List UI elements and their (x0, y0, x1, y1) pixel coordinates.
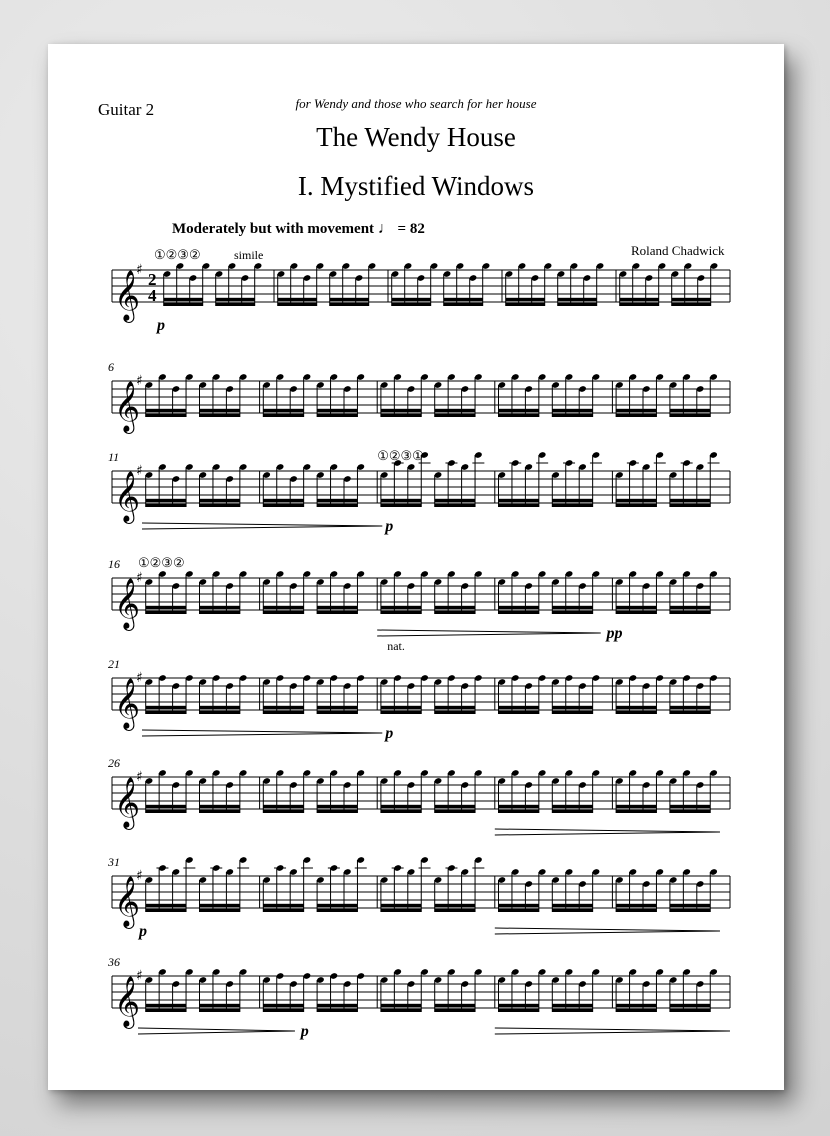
string-indications: ①②③② (154, 247, 201, 262)
diminuendo-line (142, 523, 382, 526)
beam (330, 298, 369, 301)
treble-clef-icon: 𝄞 (114, 578, 141, 629)
beam (317, 805, 357, 808)
beam (444, 298, 483, 301)
diminuendo-line (495, 829, 720, 832)
beam (381, 606, 421, 609)
beam (200, 499, 240, 502)
tempo-text: Moderately but with movement (172, 221, 375, 237)
beam (381, 611, 421, 614)
beam (670, 1009, 710, 1012)
score-page (48, 44, 784, 1090)
beam (499, 414, 539, 417)
measure-number: 16 (108, 557, 120, 571)
beam (146, 499, 186, 502)
dynamic-marking: pp (606, 625, 623, 642)
measure-number: 31 (108, 855, 120, 869)
beam (200, 606, 240, 609)
beam (200, 711, 240, 714)
beam (200, 414, 240, 417)
beam (263, 1004, 303, 1007)
beam (670, 414, 710, 417)
beam (499, 909, 539, 912)
beam (146, 414, 186, 417)
beam (381, 805, 421, 808)
beam (616, 499, 656, 502)
beam (499, 805, 539, 808)
beam (435, 706, 475, 709)
beam (616, 805, 656, 808)
beam (616, 409, 656, 412)
diminuendo-line (138, 1028, 295, 1031)
beam (499, 499, 539, 502)
beam (499, 409, 539, 412)
beam (381, 904, 421, 907)
beam (317, 1004, 357, 1007)
sharp-icon: ♯ (136, 670, 143, 686)
tempo-value: = 82 (397, 221, 425, 237)
beam (392, 303, 431, 306)
beam (317, 606, 357, 609)
treble-clef-icon: 𝄞 (114, 876, 141, 927)
beam (317, 409, 357, 412)
beam (146, 805, 186, 808)
beam (317, 909, 357, 912)
beam (317, 611, 357, 614)
beam (499, 611, 539, 614)
measure-number: 26 (108, 756, 120, 770)
beam (499, 1004, 539, 1007)
time-signature-bottom: 4 (148, 286, 157, 305)
beam (435, 904, 475, 907)
beam (670, 409, 710, 412)
beam (200, 409, 240, 412)
diminuendo-line (495, 1031, 730, 1034)
sharp-icon: ♯ (136, 968, 143, 984)
beam (552, 810, 592, 813)
beam (499, 810, 539, 813)
beam (616, 414, 656, 417)
diminuendo-line (142, 733, 382, 736)
measure-number: 21 (108, 657, 120, 671)
dynamic-marking: p (139, 923, 147, 940)
beam (263, 810, 303, 813)
beam (435, 504, 475, 507)
beam (435, 409, 475, 412)
beam (263, 606, 303, 609)
beam (263, 611, 303, 614)
beam (317, 499, 357, 502)
beam (317, 810, 357, 813)
beam (435, 606, 475, 609)
beam (670, 904, 710, 907)
beam (620, 303, 659, 306)
composer-name: Roland Chadwick (631, 243, 725, 258)
beam (616, 810, 656, 813)
beam (435, 611, 475, 614)
beam (381, 414, 421, 417)
beam (552, 1004, 592, 1007)
beam (317, 414, 357, 417)
sharp-icon: ♯ (136, 463, 143, 479)
beam (620, 298, 659, 301)
beam (499, 711, 539, 714)
beam (200, 909, 240, 912)
beam (499, 706, 539, 709)
beam (263, 504, 303, 507)
sharp-icon: ♯ (136, 262, 143, 278)
beam (146, 1009, 186, 1012)
piece-title: The Wendy House (316, 122, 516, 152)
beam (381, 409, 421, 412)
dynamic-marking: p (385, 518, 394, 535)
beam (435, 499, 475, 502)
beam (381, 1004, 421, 1007)
treble-clef-icon: 𝄞 (114, 381, 141, 432)
expression-text: nat. (387, 639, 405, 653)
beam (381, 810, 421, 813)
beam (506, 298, 545, 301)
quarter-note-icon: ♩ (377, 220, 394, 237)
beam (558, 303, 597, 306)
beam (381, 711, 421, 714)
diminuendo-line (495, 928, 720, 931)
beam (164, 298, 203, 301)
beam (146, 706, 186, 709)
beam (616, 706, 656, 709)
beam (317, 504, 357, 507)
beam (381, 499, 421, 502)
beam (317, 711, 357, 714)
expression-text: simile (234, 248, 264, 262)
beam (444, 303, 483, 306)
beam (146, 504, 186, 507)
beam (670, 909, 710, 912)
beam (200, 1009, 240, 1012)
music-score (48, 44, 784, 1090)
measure-number: 6 (108, 360, 114, 374)
beam (263, 1009, 303, 1012)
beam (499, 1009, 539, 1012)
beam (263, 909, 303, 912)
sharp-icon: ♯ (136, 769, 143, 785)
beam (552, 414, 592, 417)
beam (146, 711, 186, 714)
beam (552, 606, 592, 609)
measure-number: 11 (108, 450, 120, 464)
sharp-icon: ♯ (136, 373, 143, 389)
beam (558, 298, 597, 301)
beam (552, 909, 592, 912)
beam (552, 805, 592, 808)
beam (330, 303, 369, 306)
beam (317, 1009, 357, 1012)
beam (146, 810, 186, 813)
dynamic-marking: p (385, 725, 394, 742)
diminuendo-line (142, 526, 382, 529)
beam (381, 909, 421, 912)
beam (552, 611, 592, 614)
beam (381, 1009, 421, 1012)
diminuendo-line (138, 1031, 295, 1034)
beam (552, 711, 592, 714)
beam (200, 504, 240, 507)
dynamic-marking: p (157, 317, 165, 334)
beam (317, 706, 357, 709)
beam (552, 499, 592, 502)
beam (263, 414, 303, 417)
dynamic-marking: p (300, 1023, 309, 1040)
diminuendo-line (495, 832, 720, 835)
measure-number: 36 (108, 955, 120, 969)
beam (263, 904, 303, 907)
time-signature-top: 2 (148, 270, 157, 289)
beam (670, 711, 710, 714)
beam (616, 1009, 656, 1012)
beam (435, 810, 475, 813)
treble-clef-icon: 𝄞 (114, 976, 141, 1027)
beam (670, 611, 710, 614)
beam (381, 504, 421, 507)
beam (670, 1004, 710, 1007)
beam (435, 805, 475, 808)
beam (670, 504, 710, 507)
beam (616, 504, 656, 507)
treble-clef-icon: 𝄞 (114, 678, 141, 729)
beam (146, 606, 186, 609)
beam (552, 1009, 592, 1012)
beam (278, 298, 317, 301)
beam (317, 904, 357, 907)
beam (263, 711, 303, 714)
beam (146, 1004, 186, 1007)
beam (381, 706, 421, 709)
beam (616, 909, 656, 912)
beam (552, 706, 592, 709)
beam (200, 904, 240, 907)
beam (164, 303, 203, 306)
treble-clef-icon: 𝄞 (114, 471, 141, 522)
beam (499, 904, 539, 907)
string-indications: ①②③① (377, 448, 424, 463)
movement-title: I. Mystified Windows (297, 171, 535, 201)
beam (435, 909, 475, 912)
treble-clef-icon: 𝄞 (114, 270, 141, 321)
beam (670, 810, 710, 813)
treble-clef-icon: 𝄞 (114, 777, 141, 828)
beam (146, 909, 186, 912)
beam (263, 805, 303, 808)
beam (200, 1004, 240, 1007)
diminuendo-line (142, 730, 382, 733)
beam (552, 504, 592, 507)
beam (670, 706, 710, 709)
diminuendo-line (377, 630, 600, 633)
beam (146, 611, 186, 614)
beam (146, 409, 186, 412)
sharp-icon: ♯ (136, 570, 143, 586)
beam (616, 611, 656, 614)
beam (200, 805, 240, 808)
beam (263, 409, 303, 412)
beam (506, 303, 545, 306)
beam (146, 904, 186, 907)
beam (200, 810, 240, 813)
beam (499, 504, 539, 507)
sharp-icon: ♯ (136, 868, 143, 884)
beam (216, 303, 255, 306)
beam (670, 499, 710, 502)
beam (392, 298, 431, 301)
beam (552, 904, 592, 907)
beam (216, 298, 255, 301)
beam (670, 606, 710, 609)
beam (616, 711, 656, 714)
beam (552, 409, 592, 412)
beam (200, 611, 240, 614)
beam (200, 706, 240, 709)
dedication: for Wendy and those who search for her house (295, 96, 537, 111)
string-indications: ①②③② (138, 555, 185, 570)
beam (263, 706, 303, 709)
diminuendo-line (377, 633, 600, 636)
instrument-name: Guitar 2 (98, 100, 155, 119)
beam (435, 1009, 475, 1012)
diminuendo-line (495, 931, 720, 934)
beam (435, 414, 475, 417)
beam (672, 298, 711, 301)
beam (263, 499, 303, 502)
beam (278, 303, 317, 306)
beam (499, 606, 539, 609)
beam (616, 1004, 656, 1007)
beam (435, 711, 475, 714)
beam (435, 1004, 475, 1007)
beam (616, 904, 656, 907)
beam (670, 805, 710, 808)
diminuendo-line (495, 1028, 730, 1031)
beam (672, 303, 711, 306)
beam (616, 606, 656, 609)
